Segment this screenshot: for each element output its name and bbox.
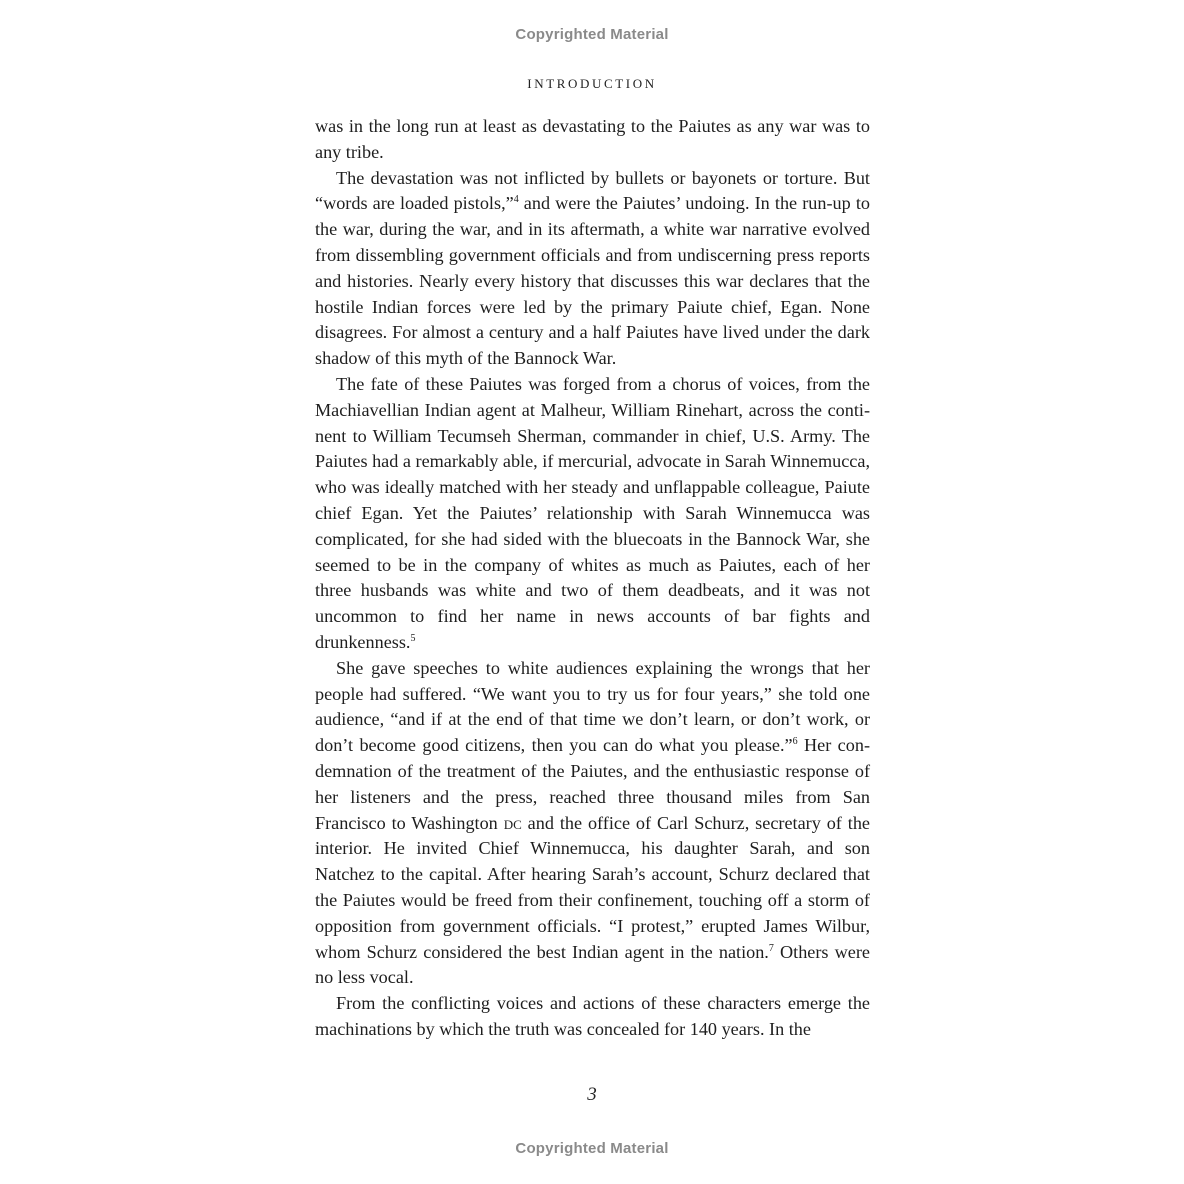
copyright-watermark-bottom: Copyrighted Material xyxy=(515,1140,669,1157)
small-caps-abbreviation: dc xyxy=(503,812,522,833)
paragraph-text: Her condemnation of the treatment of the Paiutes, and the enthusiastic response of her listeners and the press, reached three thousand miles from San Francisco to Washington xyxy=(315,735,870,833)
paragraph-3 xyxy=(315,372,870,656)
paragraph-text: The fate of these Paiutes was forged from a chorus of voices, from the Machiavellian Indian agent at Malheur, William Rinehart, across the continent to William Tecumseh Sherman, commander in chief, U.S. Army. The Paiutes had a remarkably able, if mercurial, advocate in Sarah Winnemucca, who was ideally matched with her steady and unflappable colleague, Paiute chief Egan. Yet the Paiutes’ relationship with Sarah Winnemucca was complicated, for she had sided with the bluecoats in the Bannock War, she seemed to be in the company of whites as much as Paiutes, each of her three husbands was white and two of them deadbeats, and it was not uncommon to find her name in news accounts of bar fights and drunkenness. xyxy=(315,373,870,652)
footnote-ref-4: 4 xyxy=(513,194,519,206)
paragraph-text: and were the Paiutes’ undoing. In the run-up to the war, during the war, and in its aftermath, a white war narrative evolved from dissembling government officials and from undiscerning press reports and histories. Nearly every history that discusses this war declares that the hostile Indian forces were led by the primary Paiute chief, Egan. None disagrees. For almost a century and a half Paiutes have lived under the dark shadow of this myth of the Bannock War. xyxy=(315,193,870,369)
footnote-ref-5: 5 xyxy=(410,632,416,644)
paragraph-4 xyxy=(315,656,870,991)
footnote-ref-7: 7 xyxy=(768,942,774,954)
paragraph-5 xyxy=(315,991,870,1043)
paragraph-2 xyxy=(315,166,870,372)
paragraph-text: She gave speeches to white audiences explaining the wrongs that her people had suffered. “We want you to try us for four years,” she told one audience, “and if at the end of that time we don’t learn, or don’t work, or don’t become good citizens, then you can do what you please.” xyxy=(315,657,870,756)
running-head: INTRODUCTION xyxy=(527,76,657,91)
paragraph-text: The devastation was not inflicted by bullets or bayonets or torture. But “words are loaded pistols,” xyxy=(315,167,870,214)
paragraph-text: Others were no less vocal. xyxy=(315,941,870,988)
page-number: 3 xyxy=(587,1084,597,1105)
paragraph-text: From the conflicting voices and actions of these characters emerge the machinations by which the truth was concealed for 140 years. In the xyxy=(315,993,870,1039)
body-text xyxy=(315,114,870,1043)
paragraph-1 xyxy=(315,114,870,166)
footnote-ref-6: 6 xyxy=(792,736,798,748)
copyright-watermark-top: Copyrighted Material xyxy=(515,26,669,43)
paragraph-text: and the office of Carl Schurz, secretary of the interior. He invited Chief Winnemucca, his daughter Sarah, and son Natchez to the capital. After hearing Sarah’s account, Schurz declared that the Paiutes would be freed from their confinement, touching off a storm of opposition from government officials. “I protest,” erupted James Wilbur, whom Schurz considered the best Indian agent in the nation. xyxy=(315,812,870,962)
paragraph-text: was in the long run at least as devastating to the Paiutes as any war was to any tribe. xyxy=(315,116,870,162)
